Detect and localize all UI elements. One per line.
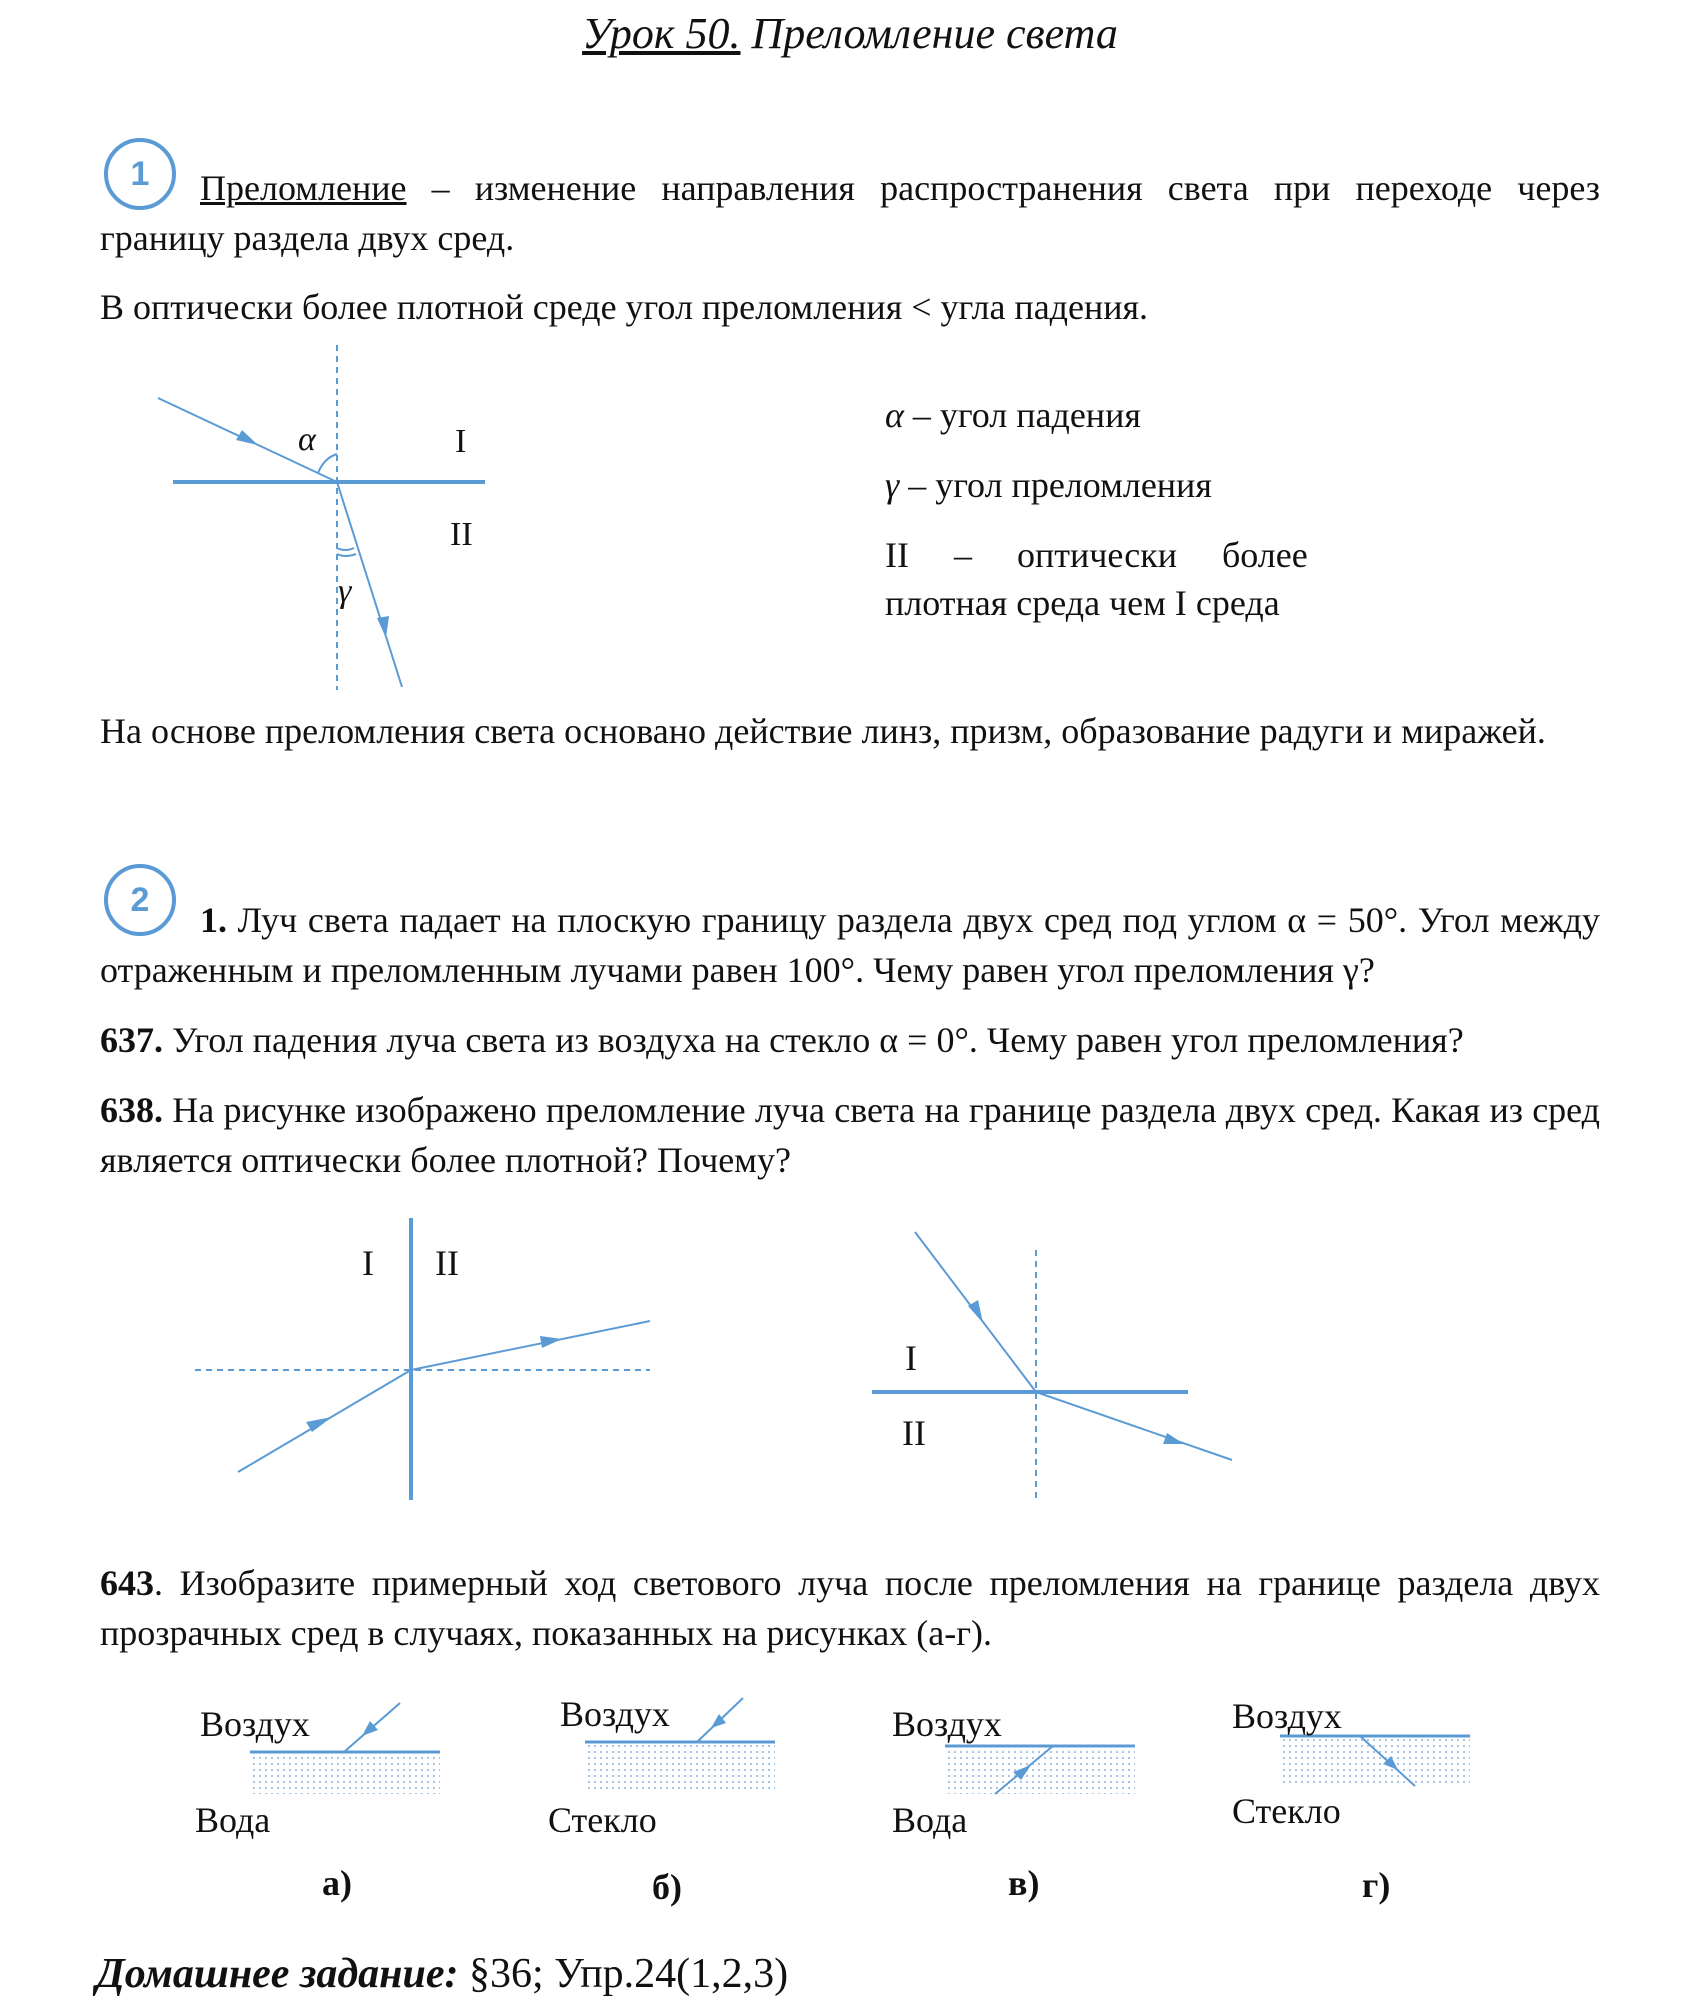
task-637: 637. Угол падения луча света из воздуха на стекло α = 0°. Чему равен угол преломления? <box>100 1020 1464 1060</box>
gamma-arc-2 <box>337 554 356 556</box>
refracted-arrow <box>377 616 389 638</box>
case-d-top-label: Воздух <box>1232 1696 1342 1736</box>
legend-gamma: γ – угол преломления <box>885 465 1212 505</box>
fig-638-left <box>190 1210 660 1510</box>
term-refraction: Преломление <box>200 168 407 208</box>
case-b-label: б) <box>652 1867 682 1907</box>
medium-1-label: I <box>905 1338 917 1378</box>
task-638: 638. На рисунке изображено преломление луча света на границе раздела двух сред. Какая из сред является оптически более плотной? Почему? <box>100 1090 1600 1180</box>
definition-text: – изменение направления распространения света при переходе через границу раздела двух сред. <box>100 168 1600 258</box>
medium-2-label: II <box>435 1243 459 1283</box>
incident-arrow <box>236 430 258 445</box>
legend-alpha: α – угол падения <box>885 395 1141 435</box>
task-643: 643. Изобразите примерный ход светового луча после преломления на границе раздела двух прозрачных сред в случаях, показанных на рисунках (а-г). <box>100 1563 1600 1653</box>
case-c-bottom-label: Вода <box>892 1800 968 1840</box>
alpha-arc <box>318 454 337 473</box>
definition-paragraph <box>100 163 1600 263</box>
medium-2-label: II <box>450 516 473 553</box>
homework <box>96 1950 788 1998</box>
medium-fill <box>945 1746 1135 1794</box>
case-d-bottom-label: Стекло <box>1232 1791 1341 1831</box>
legend-medium-line-2: плотная среда чем I среда <box>885 583 1280 623</box>
legend-medium-line-1: II – оптически более <box>885 535 1308 575</box>
case-a-bottom-label: Вода <box>195 1800 271 1840</box>
medium-1-label: I <box>362 1243 374 1283</box>
rule-paragraph: В оптически более плотной среде угол преломления < угла падения. <box>100 287 1149 327</box>
medium-fill <box>1280 1736 1470 1786</box>
case-b-top-label: Воздух <box>560 1694 670 1734</box>
refracted-arrow <box>540 1336 562 1348</box>
medium-fill <box>585 1742 775 1792</box>
case-b-bottom-label: Стекло <box>548 1800 657 1840</box>
refracted-arrow <box>1163 1433 1184 1444</box>
case-c-top-label: Воздух <box>892 1704 1002 1744</box>
homework-text: §36; Упр.24(1,2,3) <box>458 1951 789 1997</box>
case-d-label: г) <box>1362 1865 1391 1905</box>
application-paragraph: На основе преломления света основано действие линз, призм, образование радуги и миражей. <box>100 711 1546 751</box>
medium-1-label: I <box>455 423 467 460</box>
medium-fill <box>250 1752 440 1794</box>
gamma-label: γ <box>338 573 352 610</box>
section-1-badge: 1 <box>104 138 176 210</box>
lesson-topic: Преломление света <box>740 9 1118 58</box>
medium-2-label: II <box>902 1413 926 1453</box>
refracted-ray <box>411 1321 650 1370</box>
case-c-label: в) <box>1008 1863 1040 1903</box>
page-title <box>0 8 1700 59</box>
gamma-arc <box>337 548 354 550</box>
fig-638-right <box>860 1220 1260 1505</box>
case-a-label: а) <box>322 1863 352 1903</box>
refracted-ray <box>1036 1392 1232 1460</box>
case-a-top-label: Воздух <box>200 1704 310 1744</box>
lesson-number: Урок 50. <box>582 9 741 58</box>
alpha-label: α <box>298 421 316 458</box>
homework-label: Домашнее задание: <box>96 1951 459 1997</box>
section-2-badge: 2 <box>104 864 176 936</box>
task-1: 1. Луч света падает на плоскую границу раздела двух сред под углом α = 50°. Угол между отраженным и преломленным лучами равен 100°. Чему равен угол преломления γ? <box>100 900 1600 990</box>
refraction-diagram <box>140 340 520 695</box>
